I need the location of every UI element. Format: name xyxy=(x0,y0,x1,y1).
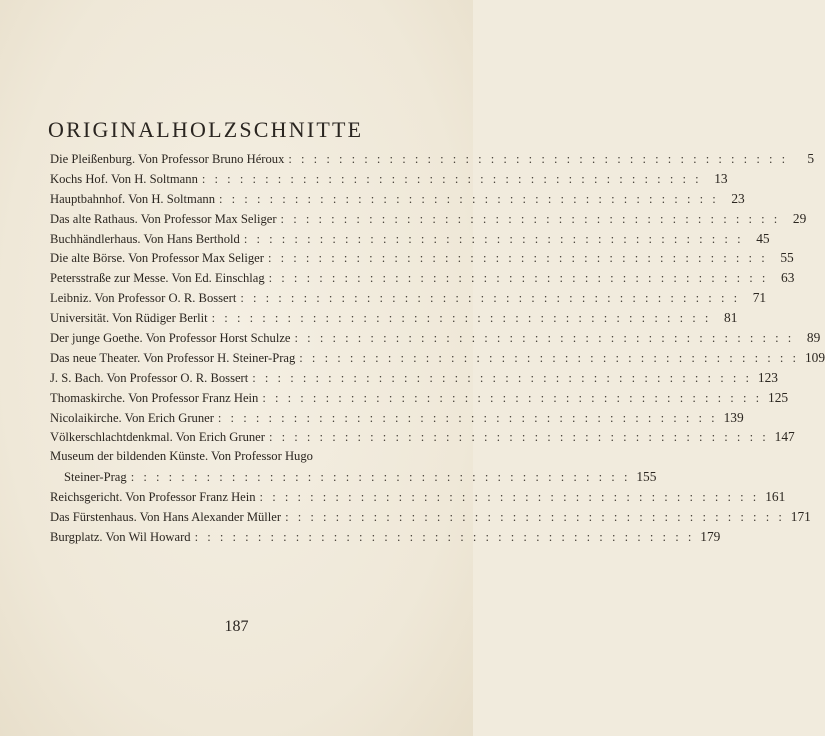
toc-entry xyxy=(50,328,821,348)
entry-page: 171 xyxy=(790,509,811,525)
dot-leader xyxy=(260,488,760,508)
dot-leader xyxy=(202,170,702,190)
toc-entry xyxy=(50,209,807,229)
dot-leader xyxy=(269,269,769,289)
entry-page: 45 xyxy=(756,230,770,246)
entry-page: 161 xyxy=(765,489,786,505)
entry-title: Die Pleißenburg. Von Professor Bruno Héroux xyxy=(50,152,285,166)
entry-title: Universität. Von Rüdiger Berlit xyxy=(50,311,208,326)
toc-entry xyxy=(50,169,728,189)
entry-page: 89 xyxy=(806,330,821,346)
entry-title: Das alte Rathaus. Von Professor Max Seliger xyxy=(50,211,277,226)
toc-entry-continuation xyxy=(50,467,657,487)
entry-title: Kochs Hof. Von H. Soltmann xyxy=(50,171,198,186)
toc-entry xyxy=(50,408,744,428)
section-heading: ORIGINALHOLZSCHNITTE xyxy=(48,117,364,142)
entry-page: 29 xyxy=(792,210,807,226)
entry-page: 63 xyxy=(781,270,795,286)
entry-title: Reichsgericht. Von Professor Franz Hein xyxy=(50,490,256,505)
entry-page: 23 xyxy=(731,190,745,206)
dot-leader xyxy=(252,369,752,389)
entry-page: 5 xyxy=(807,151,815,166)
toc-entry xyxy=(50,268,795,288)
dot-leader xyxy=(281,210,781,230)
entry-page: 55 xyxy=(780,250,794,266)
toc-entry xyxy=(50,288,767,308)
toc-entry xyxy=(50,189,745,209)
entry-title: Museum der bildenden Künste. Von Professor Hugo xyxy=(50,449,313,464)
dot-leader xyxy=(299,349,799,369)
page-number: 187 xyxy=(224,618,249,635)
dot-leader xyxy=(212,309,712,329)
dot-leader xyxy=(219,190,719,210)
toc-entry xyxy=(50,229,770,249)
toc-entry xyxy=(50,388,789,408)
dot-leader xyxy=(218,409,718,429)
toc-entry xyxy=(50,507,811,527)
entry-title: Der junge Goethe. Von Professor Horst Schulze xyxy=(50,331,291,346)
entry-page: 71 xyxy=(752,290,767,306)
entry-title: Leibniz. Von Professor O. R. Bossert xyxy=(50,291,237,306)
entry-title: Die alte Börse. Von Professor Max Seliger xyxy=(50,251,264,266)
dot-leader xyxy=(195,528,695,548)
entry-title: Das Fürstenhaus. Von Hans Alexander Müller xyxy=(50,510,282,525)
entry-page: 155 xyxy=(636,469,657,485)
entry-page: 139 xyxy=(723,409,744,425)
dot-leader xyxy=(131,468,631,488)
entry-title: Buchhändlerhaus. Von Hans Berthold xyxy=(50,231,240,246)
entry-page: 179 xyxy=(700,528,721,544)
toc-entry xyxy=(50,487,786,507)
dot-leader xyxy=(295,329,795,349)
entry-page: 125 xyxy=(768,389,789,405)
dot-leader xyxy=(262,389,762,409)
entry-title: Hauptbahnhof. Von H. Soltmann xyxy=(50,191,215,206)
toc-entry xyxy=(50,308,738,328)
entry-title: Das neue Theater. Von Professor H. Steiner-Prag xyxy=(50,350,296,365)
toc-entry-first-line xyxy=(50,447,386,467)
entry-title: J. S. Bach. Von Professor O. R. Bossert xyxy=(50,370,249,385)
toc-entry xyxy=(50,248,794,268)
dot-leader xyxy=(244,230,744,250)
entry-title: Petersstraße zur Messe. Von Ed. Einschlag xyxy=(50,271,265,286)
toc-entry xyxy=(50,348,825,368)
toc-entry xyxy=(50,427,795,447)
dot-leader xyxy=(268,249,768,269)
toc-entry xyxy=(50,368,778,388)
entry-title: Nicolaikirche. Von Erich Gruner xyxy=(50,410,214,425)
entry-page: 81 xyxy=(724,310,738,326)
entry-page: 147 xyxy=(774,429,795,445)
toc-entry xyxy=(50,527,721,547)
entry-page: 109 xyxy=(804,349,825,365)
dot-leader xyxy=(285,508,785,528)
entry-title: Thomaskirche. Von Professor Franz Hein xyxy=(50,390,259,405)
entry-title-continued: Steiner-Prag xyxy=(64,470,127,485)
toc-entry xyxy=(50,149,815,169)
dot-leader xyxy=(240,289,740,309)
entry-title: Völkerschlachtdenkmal. Von Erich Gruner xyxy=(50,430,265,445)
entry-page: 123 xyxy=(757,369,778,385)
dot-leader xyxy=(288,150,788,170)
entry-page: 13 xyxy=(714,170,728,186)
illustration-list xyxy=(50,149,825,547)
entry-title: Burgplatz. Von Wil Howard xyxy=(50,529,191,544)
dot-leader xyxy=(269,428,769,448)
